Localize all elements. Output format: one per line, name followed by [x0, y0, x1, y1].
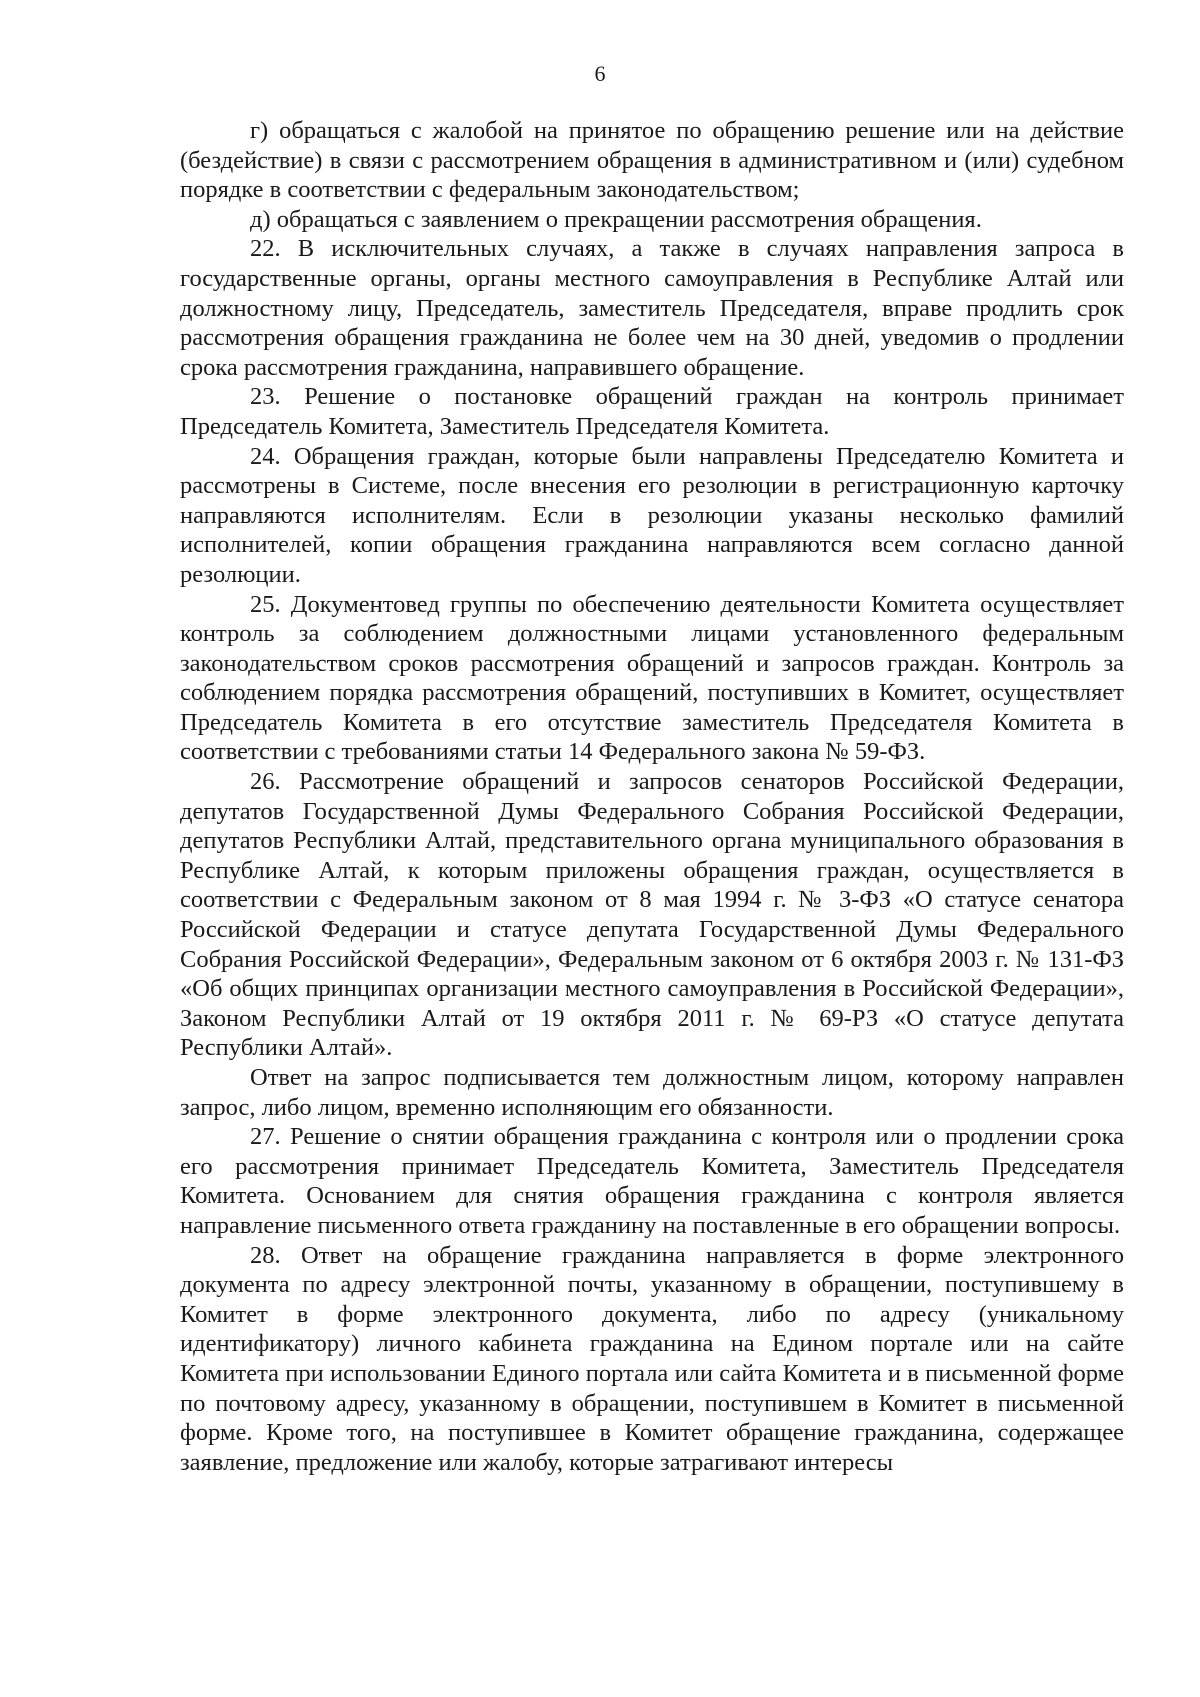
paragraph-26-response: Ответ на запрос подписывается тем должностным лицом, которому направлен запрос, либо лицом, временно исполняющим его обязанности. — [180, 1064, 1124, 1121]
paragraph-23: 23. Решение о постановке обращений граждан на контроль принимает Председатель Комитета, Заместитель Председателя Комитета. — [180, 383, 1124, 440]
paragraph-22: 22. В исключительных случаях, а также в случаях направления запроса в государственные органы, органы местного самоуправления в Республике Алтай или должностному лицу, Председатель, заместитель Председателя, вправе продлить срок рассмотрения обращения гражданина не более чем на 30 дней, уведомив о продлении срока рассмотрения гражданина, направившего обращение. — [180, 235, 1124, 381]
page-number: 6 — [594, 61, 606, 86]
paragraph-item-g: г) обращаться с жалобой на принятое по обращению решение или на действие (бездействие) в связи с рассмотрением обращения в административном и (или) судебном порядке в соответствии с федеральным законодательством; — [180, 117, 1124, 204]
paragraph-24: 24. Обращения граждан, которые были направлены Председателю Комитета и рассмотрены в Системе, после внесения его резолюции в регистрационную карточку направляются исполнителям. Если в резолюции указаны несколько фамилий исполнителей, копии обращения гражданина направляются всем согласно данной резолюции. — [180, 442, 1124, 588]
paragraph-25: 25. Документовед группы по обеспечению деятельности Комитета осуществляет контроль за соблюдением должностными лицами установленного федеральным законодательством сроков рассмотрения обращений и запросов граждан. Контроль за соблюдением порядка рассмотрения обращений, поступивших в Комитет, осуществляет Председатель Комитета в его отсутствие заместитель Председателя Комитета в соответствии с требованиями статьи 14 Федерального закона № 59-ФЗ. — [180, 590, 1124, 766]
document-body — [180, 116, 1124, 1477]
paragraph-26: 26. Рассмотрение обращений и запросов сенаторов Российской Федерации, депутатов Государственной Думы Федерального Собрания Российской Федерации, депутатов Республики Алтай, представительного органа муниципального образования в Республике Алтай, к которым приложены обращения граждан, осуществляется в соответствии с Федеральным законом от 8 мая 1994 г. № 3-ФЗ «О статусе сенатора Российской Федерации и статусе депутата Государственной Думы Федерального Собрания Российской Федерации», Федеральным законом от 6 октября 2003 г. № 131-ФЗ «Об общих принципах организации местного самоуправления в Российской Федерации», Законом Республики Алтай от 19 октября 2011 г. № 69-РЗ «О статусе депутата Республики Алтай». — [180, 768, 1124, 1062]
paragraph-28: 28. Ответ на обращение гражданина направляется в форме электронного документа по адресу электронной почты, указанному в обращении, поступившему в Комитет в форме электронного документа, либо по адресу (уникальному идентификатору) личного кабинета гражданина на Едином портале или на сайте Комитета при использовании Единого портала или сайта Комитета и в письменной форме по почтовому адресу, указанному в обращении, поступившем в Комитет в письменной форме. Кроме того, на поступившее в Комитет обращение гражданина, содержащее заявление, предложение или жалобу, которые затрагивают интересы — [180, 1241, 1124, 1476]
paragraph-27: 27. Решение о снятии обращения гражданина с контроля или о продлении срока его рассмотрения принимает Председатель Комитета, Заместитель Председателя Комитета. Основанием для снятия обращения гражданина с контроля является направление письменного ответа гражданину на поставленные в его обращении вопросы. — [180, 1123, 1124, 1239]
paragraph-item-d: д) обращаться с заявлением о прекращении рассмотрения обращения. — [250, 205, 982, 233]
